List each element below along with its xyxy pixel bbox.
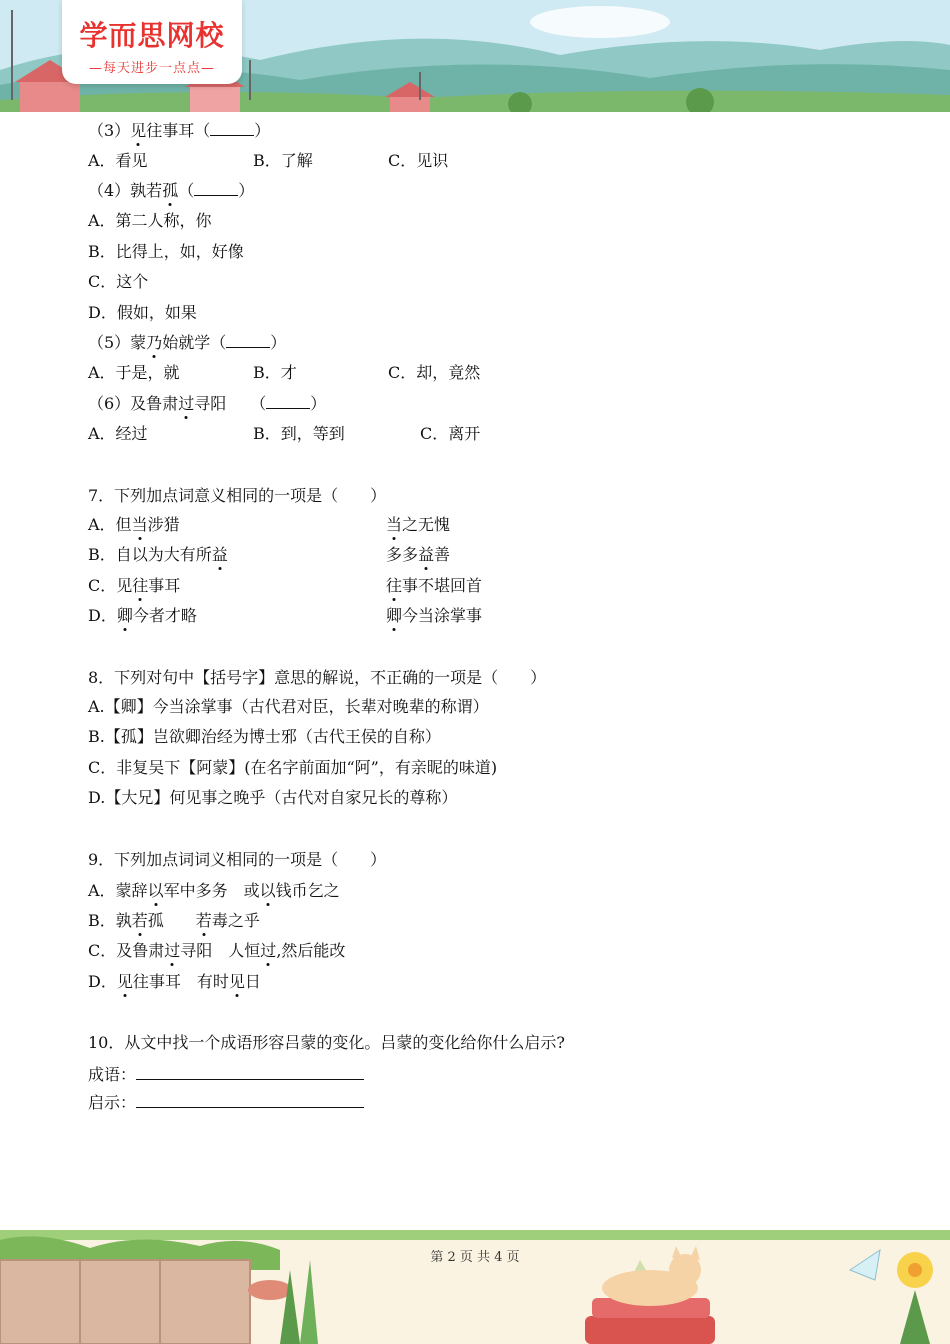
q7-option-b-left: B．自以为大有所益 (88, 545, 228, 564)
idiom-answer-line[interactable] (136, 1063, 364, 1080)
idiom-answer-row (88, 1063, 364, 1086)
sub-question-4: （4）孰若孤（ ） (88, 181, 255, 200)
logo-name: 学而思网校 (79, 19, 225, 52)
page-number: 第 2 页 共 4 页 (430, 1250, 520, 1265)
q8-option-c: C．非复吴下【阿蒙】(在名字前面加“阿”，有亲昵的味道) (88, 758, 498, 777)
q8-option-a: A.【卿】今当涂掌事（古代君对臣，长辈对晚辈的称谓） (88, 697, 489, 716)
q8-option-b: B.【孤】岂欲卿治经为博士邪（古代王侯的自称） (88, 727, 441, 746)
option-b: B．才 (253, 363, 297, 382)
q7-option-a-right: 当之无愧 (386, 515, 451, 534)
q7-option-c-right: 往事不堪回首 (386, 576, 483, 595)
question-8-stem: 8．下列对句中【括号字】意思的解说，不正确的一项是（ ） (88, 668, 547, 687)
insight-answer-row (88, 1091, 364, 1114)
q7-option-a-left: A．但当涉猎 (88, 515, 180, 534)
option-a: A．看见 (88, 151, 148, 170)
q7-option-d-right: 卿今当涂掌事 (386, 606, 483, 625)
option-c: C．见识 (388, 151, 449, 170)
sub-question-5: （5）蒙乃始就学（ ） (88, 333, 287, 352)
q7-option-b-right: 多多益善 (386, 545, 451, 564)
option-c: C．离开 (420, 424, 481, 443)
option-b: B．了解 (253, 151, 313, 170)
logo-slogan: —每天进步一点点— (88, 61, 215, 76)
idiom-label: 成语： (88, 1065, 137, 1084)
option-d: D．假如，如果 (88, 303, 197, 322)
q9-option-c: C．及鲁肃过寻阳 人恒过,然后能改 (88, 941, 346, 960)
q9-option-d: D．见往事耳 有时见日 (88, 972, 261, 991)
question-7-stem: 7．下列加点词意义相同的一项是（ ） (88, 486, 387, 505)
question-10-stem: 10．从文中找一个成语形容吕蒙的变化。吕蒙的变化给你什么启示? (88, 1033, 565, 1052)
option-a: A．第二人称，你 (88, 211, 212, 230)
option-a: A．经过 (88, 424, 148, 443)
sub-question-3: （3）见往事耳（ ） (88, 121, 271, 140)
header-banner (0, 0, 950, 112)
insight-label: 启示： (88, 1093, 137, 1112)
option-b: B．到，等到 (253, 424, 345, 443)
question-9-stem: 9．下列加点词词义相同的一项是（ ） (88, 850, 387, 869)
option-c: C．却，竟然 (388, 363, 481, 382)
q8-option-d: D.【大兄】何见事之晚乎（古代对自家兄长的尊称） (88, 788, 458, 807)
q7-option-d-left: D．卿今者才略 (88, 606, 197, 625)
brand-logo (62, 0, 242, 84)
q9-option-a: A．蒙辞以军中多务 或以钱币乞之 (88, 881, 340, 900)
option-b: B．比得上，如，好像 (88, 242, 244, 261)
option-a: A．于是，就 (88, 363, 180, 382)
sub-question-6: （6）及鲁肃过寻阳 （ ） (88, 394, 327, 413)
insight-answer-line[interactable] (136, 1091, 364, 1108)
q9-option-b: B．孰若孤 若毒之乎 (88, 911, 260, 930)
option-c: C．这个 (88, 272, 149, 291)
q7-option-c-left: C．见往事耳 (88, 576, 181, 595)
